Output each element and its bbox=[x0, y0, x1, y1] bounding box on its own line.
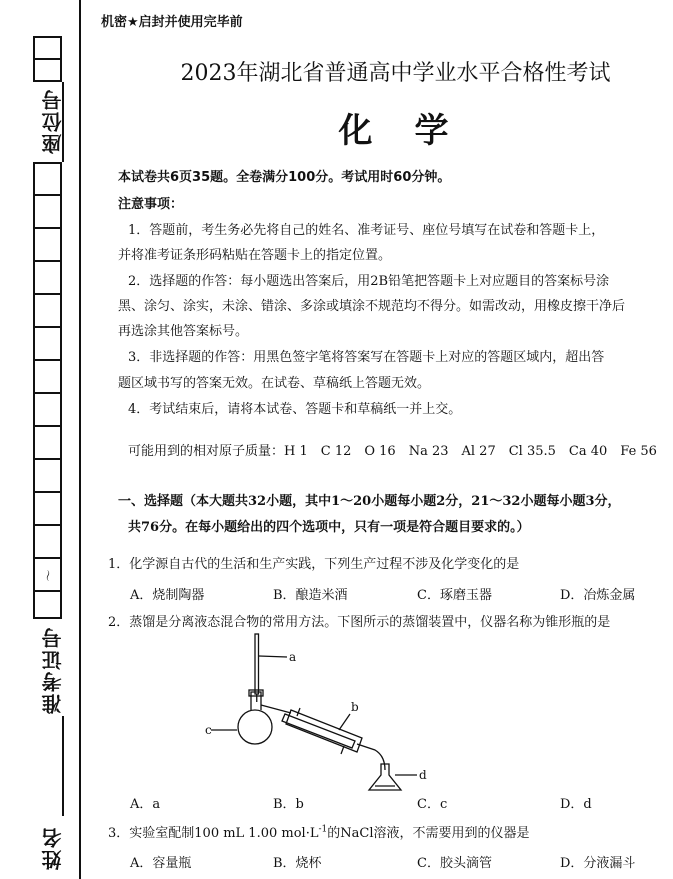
exam-id-box-mark: ～ bbox=[40, 569, 55, 582]
question-stem-suffix: 的NaCl溶液，不需要用到的仪器是 bbox=[327, 826, 530, 841]
unit-exponent: -1 bbox=[318, 824, 328, 835]
seat-number-boxes[interactable] bbox=[33, 36, 62, 82]
note-line: 1．答题前，考生务必先将自己的姓名、准考证号、座位号填写在试卷和答题卡上， bbox=[128, 223, 605, 238]
question-stem bbox=[108, 822, 529, 841]
section-heading: 共76分。在每小题给出的四个选项中，只有一项是符合题目要求的。） bbox=[128, 520, 530, 535]
secret-mark: 机密★启封并使用完毕前 bbox=[101, 15, 243, 30]
note-line: 3．非选择题的作答：用黑色签字笔将答案写在答题卡上对应的答题区域内，超出答 bbox=[128, 350, 605, 365]
exam-title: 2023年湖北省普通高中学业水平合格性考试 bbox=[180, 61, 611, 86]
option-d[interactable]: D．d bbox=[560, 797, 592, 812]
figure-label-d: d bbox=[419, 768, 427, 782]
note-line: 题区域书写的答案无效。在试卷、草稿纸上答题无效。 bbox=[118, 376, 431, 391]
exam-summary: 本试卷共6页35题。全卷满分100分。考试用时60分钟。 bbox=[118, 170, 451, 185]
round-bottom-flask-shape bbox=[238, 710, 272, 744]
note-line: 2．选择题的作答：每小题选出答案后，用2B铅笔把答题卡上对应题目的答案标号涂 bbox=[128, 274, 610, 289]
thermometer-shape bbox=[255, 634, 259, 694]
seat-label: 座位号 bbox=[41, 88, 65, 154]
exam-id-underline bbox=[62, 716, 64, 816]
question-stem-prefix: 3．实验室配制100 mL 1.00 mol·L bbox=[108, 826, 319, 841]
note-line: 再选涂其他答案标号。 bbox=[118, 324, 249, 339]
option-a[interactable]: A．容量瓶 bbox=[130, 856, 192, 871]
option-c[interactable]: C．琢磨玉器 bbox=[417, 588, 492, 603]
note-line: 并将准考证条形码粘贴在答题卡上的指定位置。 bbox=[118, 248, 392, 263]
exam-id-boxes[interactable] bbox=[33, 162, 62, 619]
notice-title: 注意事项： bbox=[118, 197, 184, 212]
note-line: 4．考试结束后，请将本试卷、答题卡和草稿纸一并上交。 bbox=[128, 402, 462, 417]
note-line: 黑、涂匀、涂实，未涂、错涂、多涂或填涂不规范均不得分。如需改动，用橡皮擦干净后 bbox=[118, 299, 626, 314]
option-b[interactable]: B．烧杯 bbox=[273, 856, 322, 871]
binding-line bbox=[79, 0, 81, 879]
subject-title: 化 学 bbox=[338, 111, 453, 151]
option-c[interactable]: C．胶头滴管 bbox=[417, 856, 492, 871]
option-a[interactable]: A．a bbox=[130, 797, 161, 812]
option-d[interactable]: D．冶炼金属 bbox=[560, 588, 636, 603]
distillation-apparatus-figure bbox=[205, 630, 445, 800]
figure-label-c: c bbox=[205, 723, 212, 737]
option-c[interactable]: C．c bbox=[417, 797, 448, 812]
option-b[interactable]: B．b bbox=[273, 797, 304, 812]
question-stem: 2．蒸馏是分离液态混合物的常用方法。下图所示的蒸馏装置中，仪器名称为锥形瓶的是 bbox=[108, 615, 611, 630]
option-a[interactable]: A．烧制陶器 bbox=[130, 588, 205, 603]
option-d[interactable]: D．分液漏斗 bbox=[560, 856, 636, 871]
question-stem: 1．化学源自古代的生活和生产实践，下列生产过程不涉及化学变化的是 bbox=[108, 557, 520, 572]
exam-id-label: 准考证号 bbox=[41, 626, 65, 714]
figure-label-b: b bbox=[351, 700, 359, 714]
name-label: 姓名 bbox=[41, 826, 65, 870]
section-heading: 一、选择题（本大题共32小题，其中1～20小题每小题2分，21～32小题每小题3分， bbox=[118, 494, 621, 509]
option-b[interactable]: B．酿造米酒 bbox=[273, 588, 348, 603]
figure-label-a: a bbox=[289, 650, 297, 664]
atomic-masses: 可能用到的相对原子质量：H 1 C 12 O 16 Na 23 Al 27 Cl 35.5 Ca 40 Fe 56 bbox=[128, 444, 657, 459]
